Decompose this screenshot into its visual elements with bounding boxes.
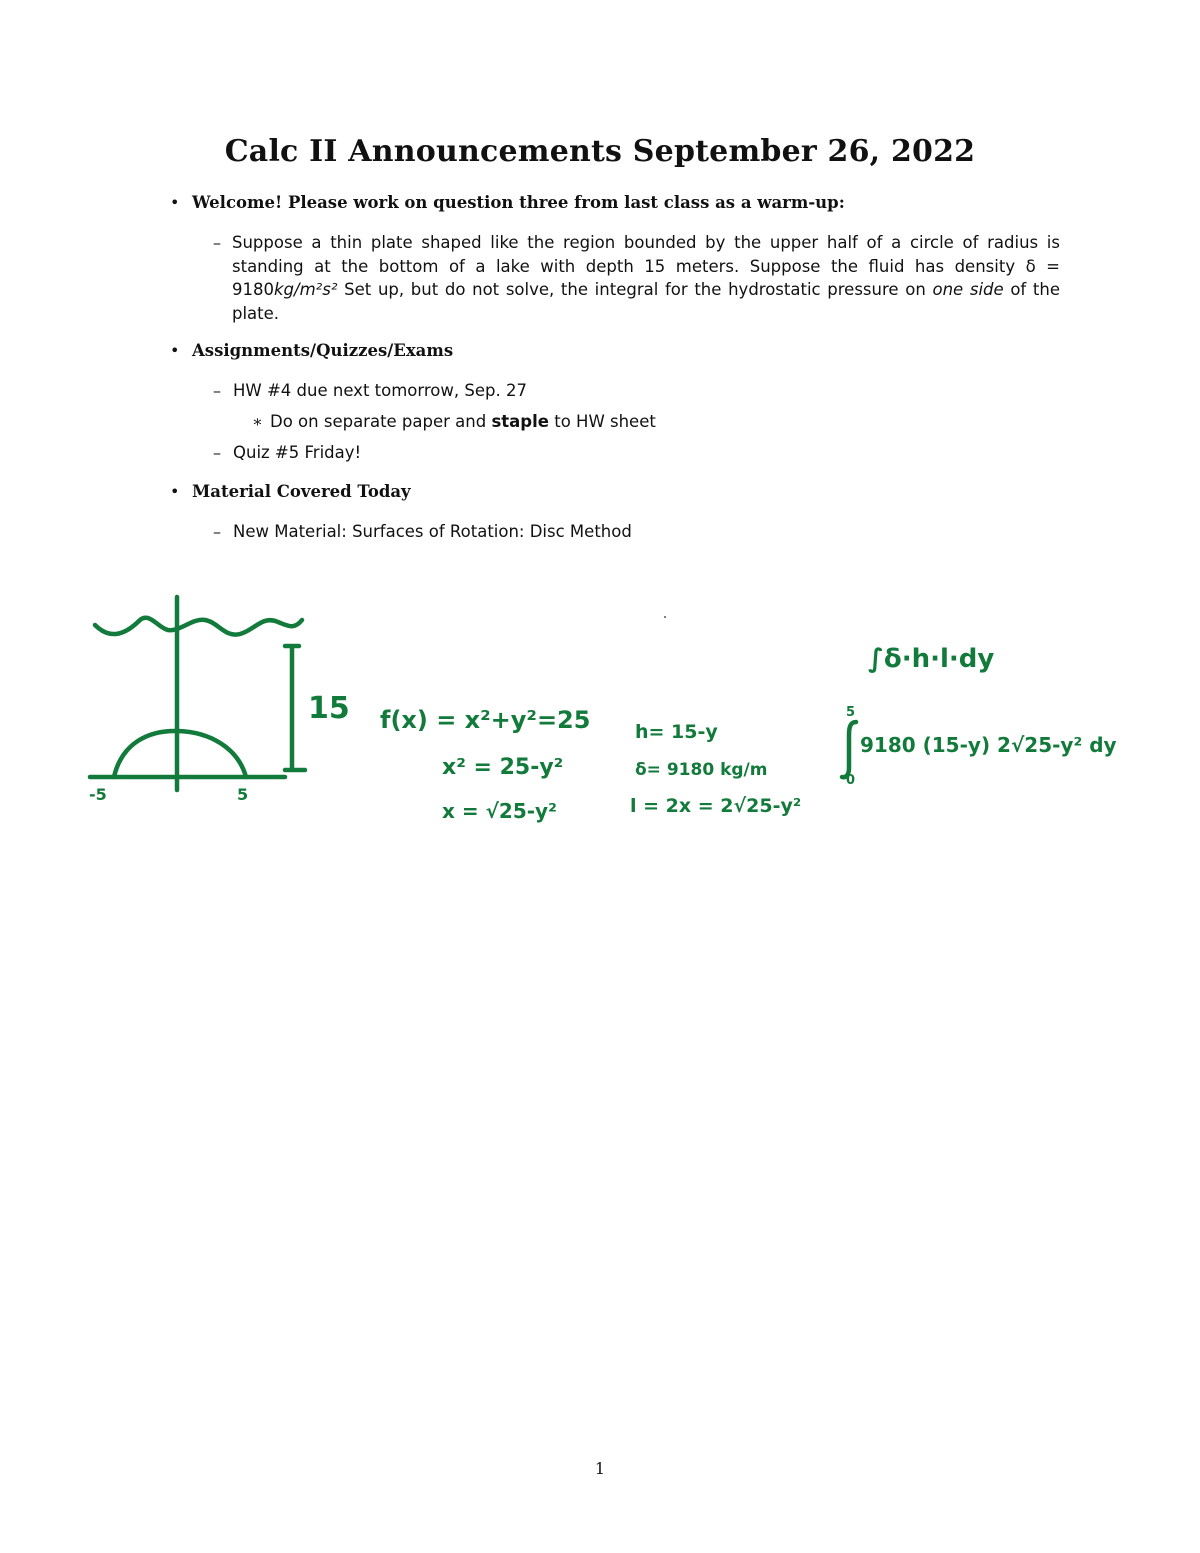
hw-item: HW #4 due next tomorrow, Sep. 27	[233, 381, 527, 400]
dash-marker: –	[213, 443, 221, 462]
material-item: New Material: Surfaces of Rotation: Disc Method	[233, 522, 632, 541]
equation-x: x = √25-y²	[442, 799, 557, 823]
equation-delta: δ= 9180 kg/m	[635, 760, 768, 780]
page-number: 1	[594, 1459, 606, 1478]
integral-sign	[842, 722, 856, 777]
problem-text: Suppose a thin plate shaped like the region bounded by the upper half of a circle of radius is standing at the bottom of a lake with depth 15 meters. Suppose the fluid has density δ = 9180kg/m²s² Set up, but do not solve, the integral for the hydrostatic pressure on one side of the plate.	[232, 233, 1060, 323]
assignments-heading: Assignments/Quizzes/Exams	[192, 341, 454, 360]
equation-circle: f(x) = x²+y²=25	[380, 706, 591, 734]
water-wave	[95, 618, 302, 635]
dash-marker: –	[213, 233, 221, 252]
equation-l: l = 2x = 2√25-y²	[630, 795, 802, 817]
integral-upper-limit: 5	[846, 705, 856, 720]
neg-five-label: -5	[89, 785, 107, 804]
bullet-dot: •	[170, 341, 180, 360]
pos-five-label: 5	[237, 785, 249, 804]
quiz-item: Quiz #5 Friday!	[233, 443, 362, 462]
depth-label: 15	[308, 691, 350, 726]
page-title: Calc II Announcements September 26, 2022	[224, 134, 976, 169]
bullet-dot: •	[170, 193, 180, 212]
welcome-text: Welcome! Please work on question three from last class as a warm-up:	[192, 193, 845, 212]
integral-lower-limit: 0	[846, 773, 856, 788]
depth-bracket	[285, 646, 305, 770]
equation-x-squared: x² = 25-y²	[442, 755, 564, 780]
equation-h: h= 15-y	[635, 721, 718, 743]
hw-subitem: Do on separate paper and staple to HW sheet	[270, 412, 656, 431]
material-heading: Material Covered Today	[192, 482, 411, 501]
star-marker: ∗	[252, 412, 263, 431]
semicircle-plate	[114, 731, 246, 777]
stray-dot	[664, 616, 666, 618]
integral-general: ∫δ·h·l·dy	[868, 644, 995, 674]
dash-marker: –	[213, 381, 221, 400]
integral-specific: 9180 (15-y) 2√25-y² dy	[860, 733, 1117, 757]
bullet-dot: •	[170, 482, 180, 501]
dash-marker: –	[213, 522, 221, 541]
